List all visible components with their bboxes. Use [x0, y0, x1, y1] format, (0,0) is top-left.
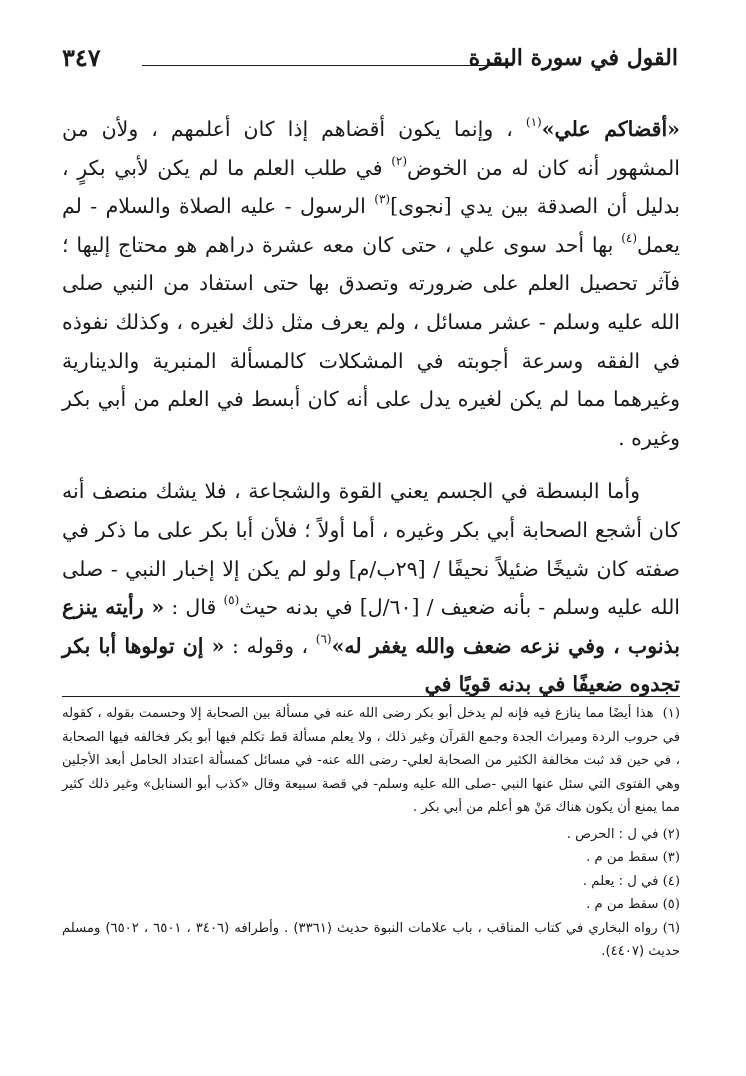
- footnote-ref: (٥): [223, 593, 240, 608]
- footnote-number: (١): [662, 706, 680, 721]
- footnotes: [62, 702, 680, 964]
- footnote-number: (٥): [662, 897, 680, 912]
- footnote-ref: (٢): [391, 153, 408, 168]
- hadith-quote: «أقضاكم علي»: [541, 117, 680, 141]
- text-run: بها أحد سوى علي ، حتى كان معه عشرة دراهم هو محتاج إليها ؛ فآثر تحصيل العلم على ضرورته وتصدق بها حتى استفاد من النبي صلى الله عليه وسلم - عشر مسائل ، ولم يعرف مثل ذلك لغيره ، وكذلك نفوذه في الفقه وسرعة أجوبته في المشكلات كالمسألة المنبرية والدينارية وغيرهما مما لم يكن لغيره يدل على أنه كان أبسط في العلم من أبي بكر وغيره .: [62, 232, 680, 450]
- footnote-number: (٤): [662, 873, 680, 889]
- footnote-separator: [62, 696, 680, 697]
- footnote-text: في ل : يعلم .: [582, 873, 659, 889]
- footnote-text: هذا أيضًا مما ينازع فيه فإنه لم يدخل أبو بكر رضى الله عنه في مسألة بين الصحابة إلا وحسمت بقوله ، كقوله في حروب الردة وميراث الجدة وجمع القرآن وغير ذلك ، ولا يعلم مسألة قط تكلم فيها أبو بكر فخالفه فيها الصحابة ، في حين قد ثبت مخالفة الكثير من الصحابة لعلي- رضى الله عنه- في مسائل كمسألة اعتداد الحامل أبعد الأجلين وهي الفتوى التي سئل عنها النبي -صلى الله عليه وسلم- في قصة سبيعة وقال «كذب أبو السنابل» وغير ذلك كثير مما يمنع أن يكون هناك مَنْ هو أعلم من أبي بكر .: [62, 706, 680, 815]
- footnote-ref: (٣): [374, 192, 391, 207]
- footnote-1: [62, 702, 680, 820]
- running-header: [62, 38, 678, 78]
- paragraph-2: [62, 472, 680, 704]
- footnote-2: [62, 823, 680, 847]
- hadith-quote: « رأيته ينزع بذنوب ، وفي نزعه ضعف والله يغفر له»: [62, 595, 680, 658]
- footnote-ref: (٤): [621, 230, 638, 245]
- text-run: ، وقوله :: [224, 633, 316, 658]
- chapter-title: القول في سورة البقرة: [468, 45, 678, 71]
- footnote-ref: (١): [525, 115, 542, 129]
- text-run: في طلب العلم ما لم يكن لأبي بكرٍ ، بدليل أن الصدقة بين يدي [نجوى]: [62, 155, 680, 219]
- footnote-3: [62, 846, 680, 870]
- paragraph-1: [62, 110, 680, 457]
- footnote-number: (٣): [662, 850, 680, 865]
- footnote-text: في ل : الحرص .: [566, 826, 659, 842]
- footnote-5: [62, 893, 680, 917]
- footnote-text: سقط من م .: [586, 897, 659, 912]
- text-run: الرسول - عليه الصلاة والسلام - لم يعمل: [62, 194, 680, 257]
- footnote-6: [62, 917, 680, 964]
- hadith-quote: « إن تولوها أبا بكر تجدوه ضعيفًا في بدنه قويًا في: [62, 633, 680, 697]
- footnote-4: [62, 870, 680, 894]
- main-text: [62, 110, 680, 704]
- footnote-number: (٢): [662, 826, 680, 842]
- footnote-ref: (٦): [315, 631, 332, 646]
- footnote-text: رواه البخاري في كتاب المناقب ، باب علامات النبوة حديث (٣٣٦١) . وأطرافه (٣٤٠٦ ، ٦٥٠١ ، ٦٥٠٢) ومسلم حديث (٤٤٠٧).: [62, 920, 680, 959]
- text-run: ، وإنما يكون أقضاهم إذا كان أعلمهم ، ولأن من المشهور أنه كان له من الخوض: [62, 117, 680, 180]
- footnote-number: (٦): [662, 920, 681, 936]
- header-rule: [142, 65, 513, 66]
- page-number: ٣٤٧: [62, 43, 101, 72]
- text-run: قال :: [164, 595, 224, 620]
- footnote-text: سقط من م .: [586, 850, 659, 865]
- text-run: وأما البسطة في الجسم يعني القوة والشجاعة ، فلا يشك منصف أنه كان أشجع الصحابة أبي بكر وغيره ، أما أولاً ؛ فلأن أبا بكر على ما ذكر في صفته كان شيخًا ضئيلاً نحيفًا / [٢٩ب/م] ولو لم يكن إلا إخبار النبي - صلى الله عليه وسلم - بأنه ضعيف / [٦٠/ل] في بدنه حيث: [62, 479, 681, 620]
